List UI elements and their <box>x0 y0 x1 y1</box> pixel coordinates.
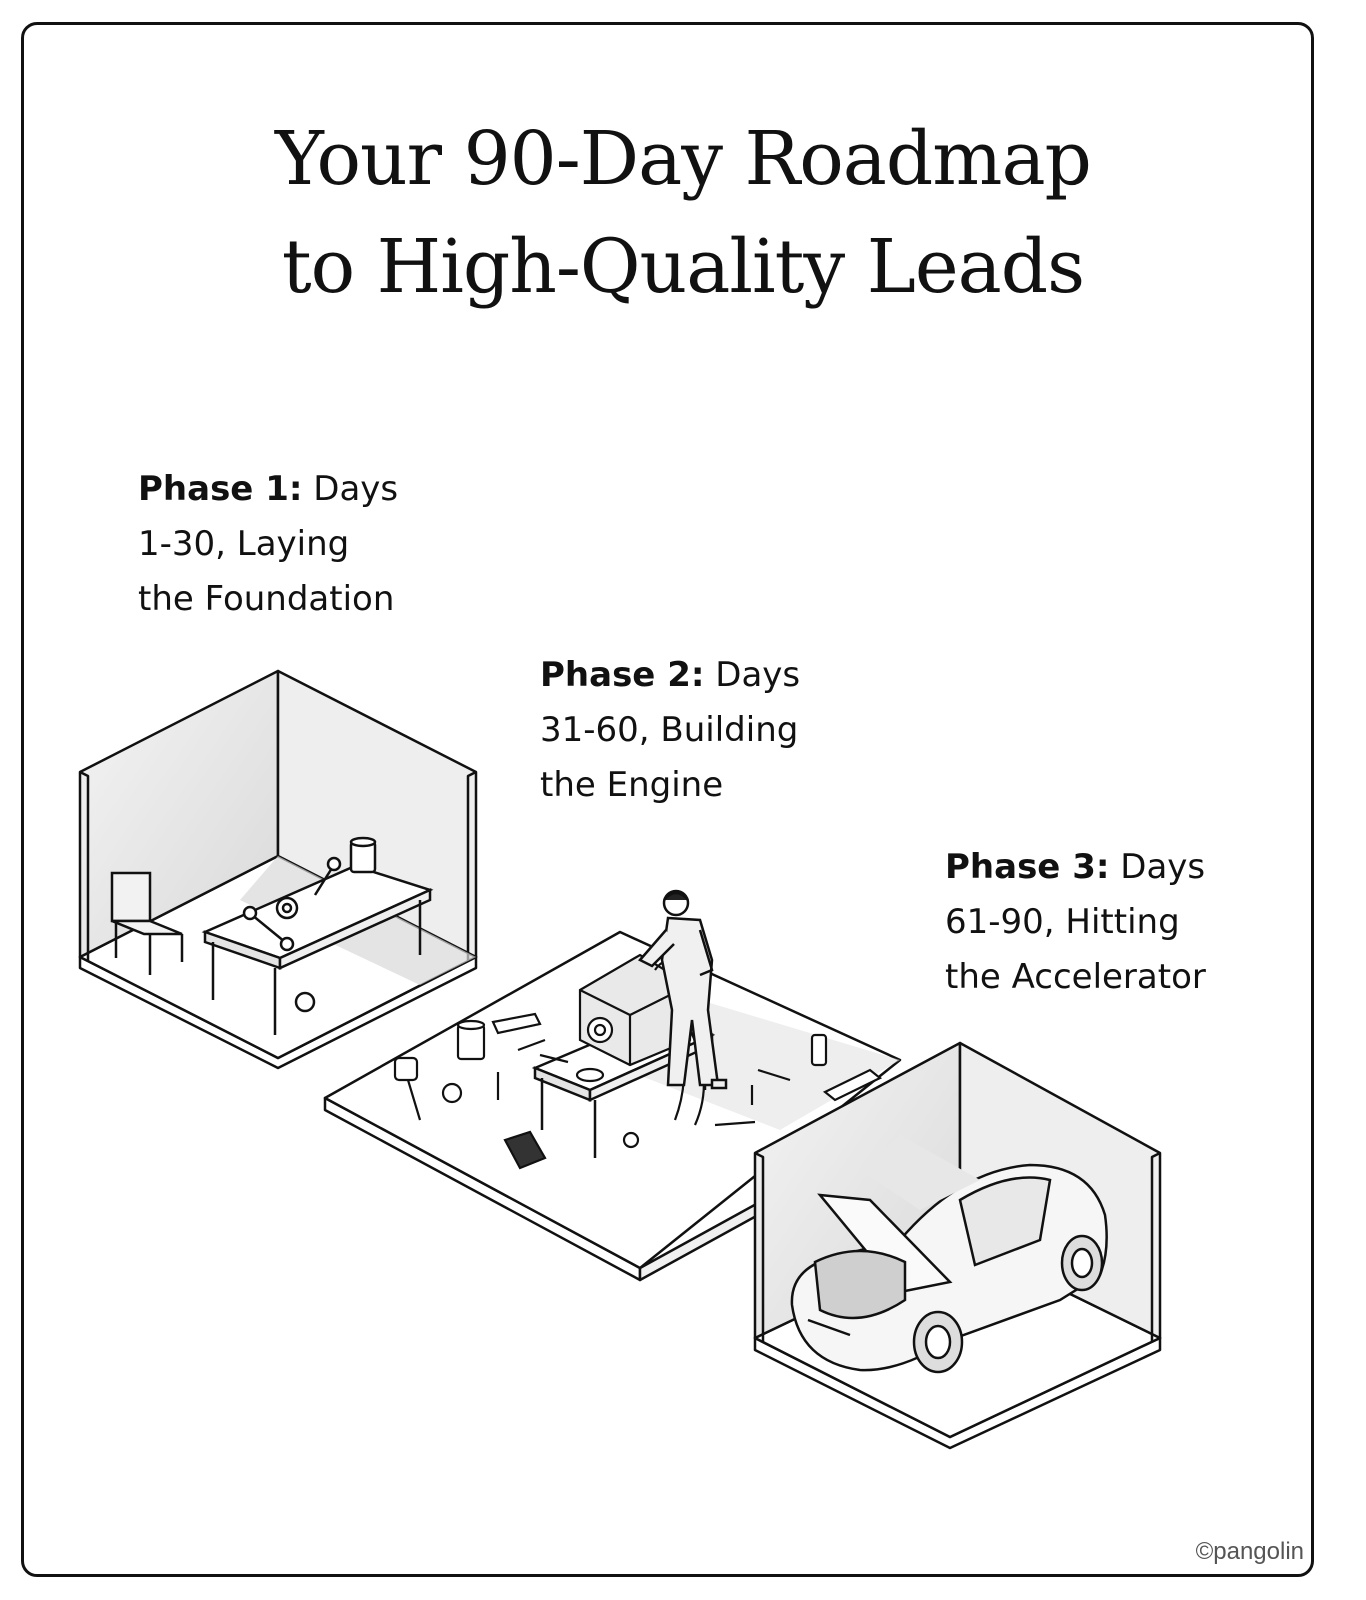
phase-1-days: Days <box>313 469 399 509</box>
phase-3-heading: Phase 3: <box>945 847 1110 887</box>
title-line-1: Your 90-Day Roadmap <box>275 116 1091 202</box>
phase-1-heading: Phase 1: <box>138 469 303 509</box>
phase-3-days: Days <box>1120 847 1206 887</box>
phase-1-desc: the Foundation <box>138 579 395 619</box>
phase-2-desc: the Engine <box>540 765 724 805</box>
title-line-2: to High-Quality Leads <box>281 224 1085 310</box>
credit-text: ©pangolin <box>1195 1538 1304 1565</box>
phase-3-desc: the Accelerator <box>945 957 1206 997</box>
gear-icon <box>443 1084 461 1102</box>
piston-icon <box>351 838 375 872</box>
room-1-foundation <box>80 671 476 1068</box>
phase-2-range: 31-60, Building <box>540 710 799 750</box>
phase-3-range: 61-90, Hitting <box>945 902 1180 942</box>
ring-icon <box>577 1069 603 1081</box>
oil-bottle-icon <box>812 1035 826 1065</box>
phase-1-range: 1-30, Laying <box>138 524 350 564</box>
piston-rod-icon <box>395 1058 417 1080</box>
phase-2-days: Days <box>715 655 801 695</box>
phase-2-heading: Phase 2: <box>540 655 705 695</box>
